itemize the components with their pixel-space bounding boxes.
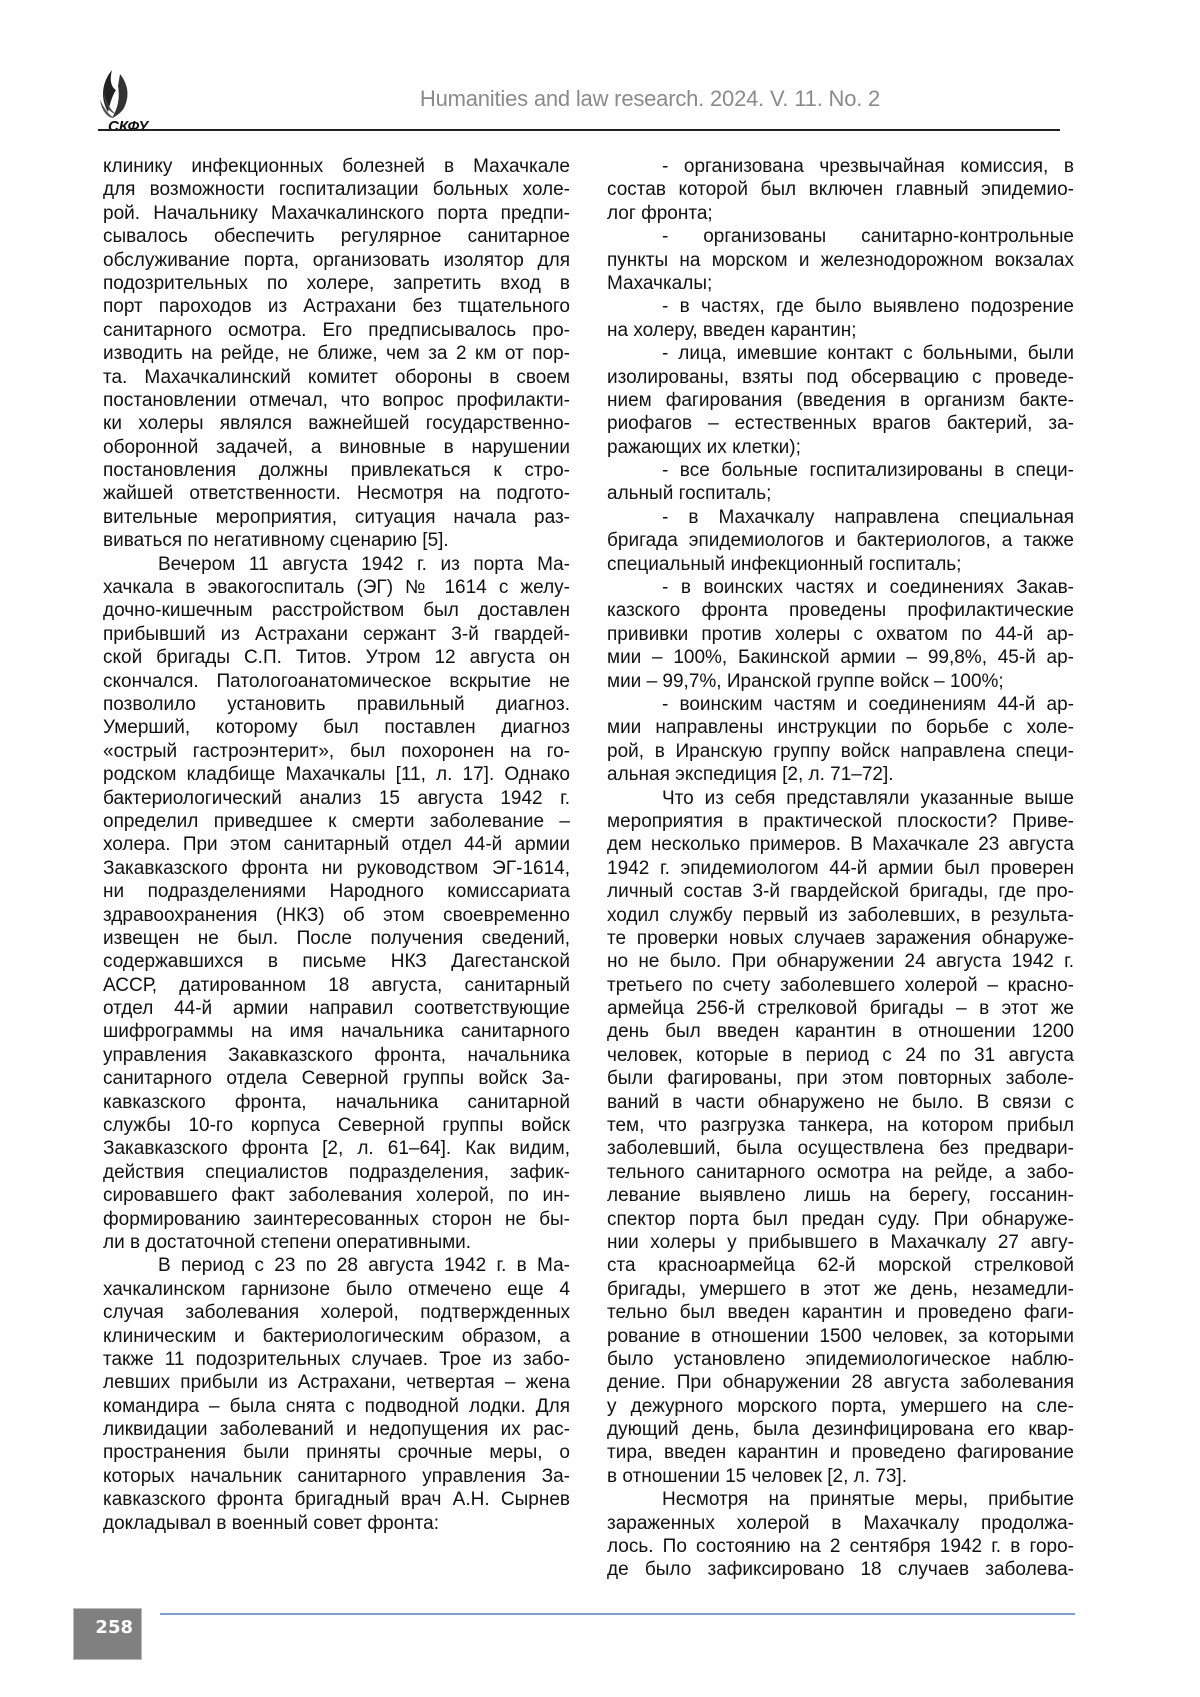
paragraph xyxy=(103,1254,570,1535)
text-line: вительные мероприятия, ситуация начала раз- xyxy=(103,506,570,529)
text-line: состав которой был включен главный эпидемио- xyxy=(607,178,1074,201)
text-line: нием фагирования (введения в организм бакте- xyxy=(607,389,1074,412)
text-line: постановления должны привлекаться к стро- xyxy=(103,459,570,482)
text-line: человек, которые в период с 24 по 31 августа xyxy=(607,1044,1074,1067)
text-line: казского фронта проведены профилактические xyxy=(607,599,1074,622)
paragraph xyxy=(607,155,1074,225)
text-line: сывалось обеспечить регулярное санитарное xyxy=(103,225,570,248)
paragraph xyxy=(103,155,570,553)
text-line: специальный инфекционный госпиталь; xyxy=(607,553,1074,576)
text-line: кавказского фронта бригадный врач А.Н. Сырнев xyxy=(103,1488,570,1511)
text-line: на холеру, введен карантин; xyxy=(607,319,1074,342)
text-line: 1942 г. эпидемиологом 44-й армии был проверен xyxy=(607,857,1074,880)
text-line: ста красноармейца 62-й морской стрелковой xyxy=(607,1254,1074,1277)
text-line: хачкала в эвакогоспиталь (ЭГ) № 1614 с желу- xyxy=(103,576,570,599)
text-line: - в частях, где было выявлено подозрение xyxy=(607,295,1074,318)
text-line: для возможности госпитализации больных холе- xyxy=(103,178,570,201)
text-line: ваний в части обнаружено не было. В связи с xyxy=(607,1091,1074,1114)
text-line: рой, в Иранскую группу войск направлена специ- xyxy=(607,740,1074,763)
text-line: действия специалистов подразделения, зафик- xyxy=(103,1161,570,1184)
text-line: Несмотря на принятые меры, прибытие xyxy=(607,1488,1074,1511)
text-line: извещен не был. После получения сведений, xyxy=(103,927,570,950)
text-line: бригады, умершего в этот же день, незамедли- xyxy=(607,1278,1074,1301)
paragraph xyxy=(607,506,1074,576)
text-line: рование в отношении 1500 человек, за которыми xyxy=(607,1325,1074,1348)
text-line: - организованы санитарно-контрольные xyxy=(607,225,1074,248)
text-line: Махачкалы; xyxy=(607,272,1074,295)
text-line: шифрограммы на имя начальника санитарного xyxy=(103,1020,570,1043)
text-line: отдел 44-й армии направил соответствующие xyxy=(103,997,570,1020)
text-line: бактериологический анализ 15 августа 1942 г. xyxy=(103,787,570,810)
text-line: службы 10-го корпуса Северной группы войск xyxy=(103,1114,570,1137)
text-line: но не было. При обнаружении 24 августа 1942 г. xyxy=(607,950,1074,973)
text-line: дение. При обнаружении 28 августа заболевания xyxy=(607,1371,1074,1394)
text-line: санитарного осмотра. Его предписывалось про- xyxy=(103,319,570,342)
text-line: левших прибыли из Астрахани, четвертая – жена xyxy=(103,1371,570,1394)
text-line: дующий день, была дезинфицирована его квар- xyxy=(607,1418,1074,1441)
text-line: - в Махачкалу направлена специальная xyxy=(607,506,1074,529)
text-line: рой. Начальнику Махачкалинского порта предпи- xyxy=(103,202,570,225)
text-line: дем несколько примеров. В Махачкале 23 августа xyxy=(607,833,1074,856)
logo-text: СКФУ xyxy=(108,118,150,134)
text-line: случая заболевания холерой, подтвержденных xyxy=(103,1301,570,1324)
text-line: сировавшего факт заболевания холерой, по ин- xyxy=(103,1184,570,1207)
text-line: изводить на рейде, не ближе, чем за 2 км от пор- xyxy=(103,342,570,365)
text-line: изолированы, взяты под обсервацию с проведе- xyxy=(607,366,1074,389)
text-line: были фагированы, при этом повторных заболе- xyxy=(607,1067,1074,1090)
text-line: порт пароходов из Астрахани без тщательного xyxy=(103,295,570,318)
text-line: виваться по негативному сценарию [5]. xyxy=(103,529,570,552)
text-line: АССР, датированном 18 августа, санитарный xyxy=(103,974,570,997)
text-line: Закавказского фронта [2, л. 61–64]. Как видим, xyxy=(103,1137,570,1160)
text-line: мии – 99,7%, Иранской группе войск – 100%; xyxy=(607,670,1074,693)
text-line: - все больные госпитализированы в специ- xyxy=(607,459,1074,482)
text-line: клинику инфекционных болезней в Махачкале xyxy=(103,155,570,178)
text-line: альная экспедиция [2, л. 71–72]. xyxy=(607,763,1074,786)
header-divider xyxy=(98,129,1060,131)
paragraph xyxy=(607,576,1074,693)
paragraph xyxy=(607,787,1074,1489)
text-line: ходил службу первый из заболевших, в результа- xyxy=(607,904,1074,927)
text-line: - лица, имевшие контакт с больными, были xyxy=(607,342,1074,365)
paragraph xyxy=(607,342,1074,459)
text-line: армейца 256-й стрелковой бригады – в этот же xyxy=(607,997,1074,1020)
paragraph xyxy=(607,1488,1074,1582)
paragraph xyxy=(607,295,1074,342)
text-line: - воинским частям и соединениям 44-й ар- xyxy=(607,693,1074,716)
text-line: командира – была снята с подводной лодки. Для xyxy=(103,1395,570,1418)
text-line: В период с 23 по 28 августа 1942 г. в Ма- xyxy=(103,1254,570,1277)
text-line: тем, что разгрузка танкера, на котором прибыл xyxy=(607,1114,1074,1137)
text-line: альный госпиталь; xyxy=(607,482,1074,505)
text-line: лось. По состоянию на 2 сентября 1942 г. в горо- xyxy=(607,1535,1074,1558)
text-line: ской бригады С.П. Титов. Утром 12 августа он xyxy=(103,646,570,669)
text-line: ки холеры являлся важнейшей государственно- xyxy=(103,412,570,435)
text-line: содержавшихся в письме НКЗ Дагестанской xyxy=(103,950,570,973)
text-line: те проверки новых случаев заражения обнаруже- xyxy=(607,927,1074,950)
text-line: лог фронта; xyxy=(607,202,1074,225)
text-line: пункты на морском и железнодорожном вокзалах xyxy=(607,249,1074,272)
text-line: управления Закавказского фронта, начальника xyxy=(103,1044,570,1067)
text-line: кавказского фронта, начальника санитарной xyxy=(103,1091,570,1114)
text-line: день был введен карантин в отношении 1200 xyxy=(607,1020,1074,1043)
text-line: левание выявлено лишь на берегу, госсанин- xyxy=(607,1184,1074,1207)
text-line: холера. При этом санитарный отдел 44-й армии xyxy=(103,833,570,856)
paragraph xyxy=(607,459,1074,506)
text-line: хачкалинском гарнизоне было отмечено еще 4 xyxy=(103,1278,570,1301)
text-line: санитарного отдела Северной группы войск За- xyxy=(103,1067,570,1090)
text-line: зараженных холерой в Махачкалу продолжа- xyxy=(607,1512,1074,1535)
text-line: скончался. Патологоанатомическое вскрытие не xyxy=(103,670,570,693)
right-column xyxy=(607,155,1074,1582)
text-line: формированию заинтересованных сторон не бы- xyxy=(103,1208,570,1231)
text-line: нии холеры у прибывшего в Махачкалу 27 авгу- xyxy=(607,1231,1074,1254)
text-line: мероприятия в практической плоскости? Приве- xyxy=(607,810,1074,833)
text-line: обслуживание порта, организовать изолятор для xyxy=(103,249,570,272)
text-line: дочно-кишечным расстройством был доставлен xyxy=(103,599,570,622)
text-line: ни подразделениями Народного комиссариата xyxy=(103,880,570,903)
text-line: Закавказского фронта ни руководством ЭГ-1614, xyxy=(103,857,570,880)
text-line: также 11 подозрительных случаев. Трое из забо- xyxy=(103,1348,570,1371)
text-line: оборонной задачей, а виновные в нарушении xyxy=(103,436,570,459)
text-line: в отношении 15 человек [2, л. 73]. xyxy=(607,1465,1074,1488)
text-line: здравоохранения (НКЗ) об этом своевременно xyxy=(103,904,570,927)
text-line: прибывший из Астрахани сержант 3-й гвардей- xyxy=(103,623,570,646)
text-line: прививки против холеры с охватом по 44-й ар- xyxy=(607,623,1074,646)
text-line: третьего по счету заболевшего холерой – красно- xyxy=(607,974,1074,997)
text-line: тельного санитарного осмотра на рейде, а забо- xyxy=(607,1161,1074,1184)
page-number: 258 xyxy=(73,1608,142,1660)
text-line: докладывал в военный совет фронта: xyxy=(103,1512,570,1535)
text-line: мии направлены инструкции по борьбе с холе- xyxy=(607,716,1074,739)
text-line: родском кладбище Махачкалы [11, л. 17]. Однако xyxy=(103,763,570,786)
text-line: заболевший, была осуществлена без предвари- xyxy=(607,1137,1074,1160)
text-line: ражающих их клетки); xyxy=(607,436,1074,459)
text-line: личный состав 3-й гвардейской бригады, где про- xyxy=(607,880,1074,903)
text-line: жайшей ответственности. Несмотря на подгото- xyxy=(103,482,570,505)
text-line: постановлении отмечал, что вопрос профилакти- xyxy=(103,389,570,412)
paragraph xyxy=(607,693,1074,787)
text-line: спектор порта был предан суду. При обнаруже- xyxy=(607,1208,1074,1231)
text-line: Умерший, которому был поставлен диагноз xyxy=(103,716,570,739)
text-line: тельно был введен карантин и проведено фаги- xyxy=(607,1301,1074,1324)
text-line: клиническим и бактериологическим образом, а xyxy=(103,1325,570,1348)
text-line: было установлено эпидемиологическое наблю- xyxy=(607,1348,1074,1371)
text-line: определил приведшее к смерти заболевание – xyxy=(103,810,570,833)
text-line: «острый гастроэнтерит», был похоронен на го- xyxy=(103,740,570,763)
text-line: пространения были приняты срочные меры, о xyxy=(103,1441,570,1464)
text-line: де было зафиксировано 18 случаев заболева- xyxy=(607,1558,1074,1581)
text-line: - организована чрезвычайная комиссия, в xyxy=(607,155,1074,178)
paragraph xyxy=(103,553,570,1255)
text-line: бригада эпидемиологов и бактериологов, а также xyxy=(607,529,1074,552)
left-column xyxy=(103,155,570,1535)
footer-divider xyxy=(160,1613,1075,1615)
text-line: Что из себя представляли указанные выше xyxy=(607,787,1074,810)
journal-title: Humanities and law research. 2024. V. 11. No. 2 xyxy=(300,86,1000,112)
text-line: позволило установить правильный диагноз. xyxy=(103,693,570,716)
paragraph xyxy=(607,225,1074,295)
text-line: подозрительных по холере, запретить вход в xyxy=(103,272,570,295)
text-line: - в воинских частях и соединениях Закав- xyxy=(607,576,1074,599)
text-line: риофагов – естественных врагов бактерий, за- xyxy=(607,412,1074,435)
university-logo xyxy=(98,68,178,134)
text-line: которых начальник санитарного управления За- xyxy=(103,1465,570,1488)
text-line: у дежурного морского порта, умершего на сле- xyxy=(607,1395,1074,1418)
text-line: мии – 100%, Бакинской армии – 99,8%, 45-й ар- xyxy=(607,646,1074,669)
text-line: ли в достаточной степени оперативными. xyxy=(103,1231,570,1254)
text-line: тира, введен карантин и проведено фагирование xyxy=(607,1441,1074,1464)
text-line: ликвидации заболеваний и недопущения их рас- xyxy=(103,1418,570,1441)
text-line: та. Махачкалинский комитет обороны в своем xyxy=(103,366,570,389)
text-line: Вечером 11 августа 1942 г. из порта Ма- xyxy=(103,553,570,576)
